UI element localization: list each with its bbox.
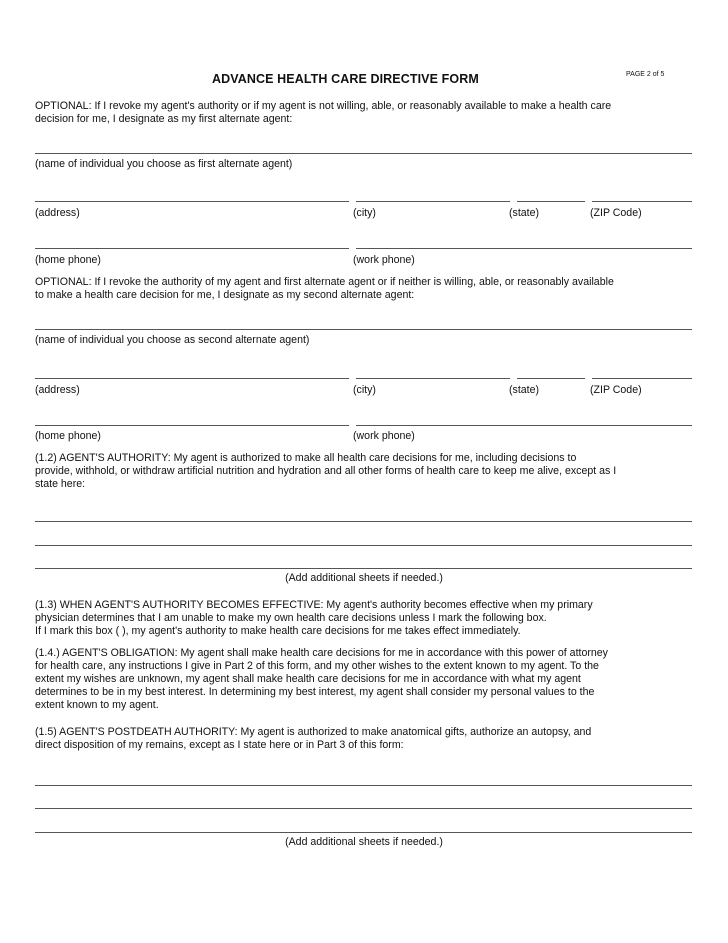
postdeath-exception-line-2[interactable] — [35, 808, 692, 809]
second-alternate-zip-label: (ZIP Code) — [590, 384, 642, 396]
second-alternate-state-label: (state) — [509, 384, 540, 396]
postdeath-exception-line-1[interactable] — [35, 785, 692, 786]
authority-additional-sheets-note: (Add additional sheets if needed.) — [285, 572, 443, 584]
page-number: PAGE 2 of 5 — [626, 71, 665, 78]
agent-obligation-section: (1.4.) AGENT'S OBLIGATION: My agent shall make health care decisions for me in accordance with this power of attorney for health care, any instructions I give in Part 2 of this form, and my other wishes to the extent known to my agent. To the extent my wishes are unknown, my agent shall make health care decisions for me in accordance with what my agent determines to be in my best interest. In determining my best interest, my agent shall consider my personal values to the extent known to my agent. — [35, 647, 608, 711]
second-alternate-home-phone-label: (home phone) — [35, 430, 101, 442]
first-alternate-home-phone-line[interactable] — [35, 248, 349, 249]
first-alternate-work-phone-label: (work phone) — [353, 254, 415, 266]
second-alternate-address-label: (address) — [35, 384, 80, 396]
second-alternate-home-phone-line[interactable] — [35, 425, 349, 426]
first-alternate-state-line[interactable] — [517, 201, 585, 202]
second-alternate-city-line[interactable] — [356, 378, 510, 379]
agent-authority-section: (1.2) AGENT'S AUTHORITY: My agent is authorized to make all health care decisions for me, including decisions to provide, withhold, or withdraw artificial nutrition and hydration and all other forms of health care to keep me alive, except as I state here: — [35, 452, 617, 490]
authority-exception-line-3[interactable] — [35, 568, 692, 569]
first-alternate-address-line[interactable] — [35, 201, 349, 202]
first-alternate-home-phone-label: (home phone) — [35, 254, 101, 266]
second-alternate-intro: OPTIONAL: If I revoke the authority of my agent and first alternate agent or if neither is willing, able, or reasonably available to make a health care decision for me, I designate as my second alternate agent: — [35, 276, 614, 301]
first-alternate-name-line[interactable] — [35, 153, 692, 154]
second-alternate-city-label: (city) — [353, 384, 376, 396]
first-alternate-state-label: (state) — [509, 207, 540, 219]
first-alternate-city-line[interactable] — [356, 201, 510, 202]
authority-exception-line-1[interactable] — [35, 521, 692, 522]
first-alternate-name-label: (name of individual you choose as first alternate agent) — [35, 158, 293, 170]
postdeath-additional-sheets-note: (Add additional sheets if needed.) — [285, 836, 443, 848]
second-alternate-name-line[interactable] — [35, 329, 692, 330]
second-alternate-name-label: (name of individual you choose as second alternate agent) — [35, 334, 310, 346]
agent-postdeath-section: (1.5) AGENT'S POSTDEATH AUTHORITY: My agent is authorized to make anatomical gifts, authorize an autopsy, and direct disposition of my remains, except as I state here or in Part 3 of this form: — [35, 726, 592, 751]
second-alternate-work-phone-line[interactable] — [356, 425, 692, 426]
first-alternate-address-label: (address) — [35, 207, 80, 219]
authority-effective-section: (1.3) WHEN AGENT'S AUTHORITY BECOMES EFFECTIVE: My agent's authority becomes effective when my primary physician determines that I am unable to make my own health care decisions unless I mark the following box. If I mark this box ( ), my agent's authority to make health care decisions for me takes effect immediately. — [35, 599, 593, 637]
first-alternate-work-phone-line[interactable] — [356, 248, 692, 249]
second-alternate-state-line[interactable] — [517, 378, 585, 379]
first-alternate-intro: OPTIONAL: If I revoke my agent's authority or if my agent is not willing, able, or reasonably available to make a health care decision for me, I designate as my first alternate agent: — [35, 100, 612, 125]
postdeath-exception-line-3[interactable] — [35, 832, 692, 833]
form-title: ADVANCE HEALTH CARE DIRECTIVE FORM — [212, 72, 479, 86]
second-alternate-zip-line[interactable] — [592, 378, 692, 379]
first-alternate-city-label: (city) — [353, 207, 376, 219]
first-alternate-zip-label: (ZIP Code) — [590, 207, 642, 219]
second-alternate-address-line[interactable] — [35, 378, 349, 379]
first-alternate-zip-line[interactable] — [592, 201, 692, 202]
authority-exception-line-2[interactable] — [35, 545, 692, 546]
second-alternate-work-phone-label: (work phone) — [353, 430, 415, 442]
